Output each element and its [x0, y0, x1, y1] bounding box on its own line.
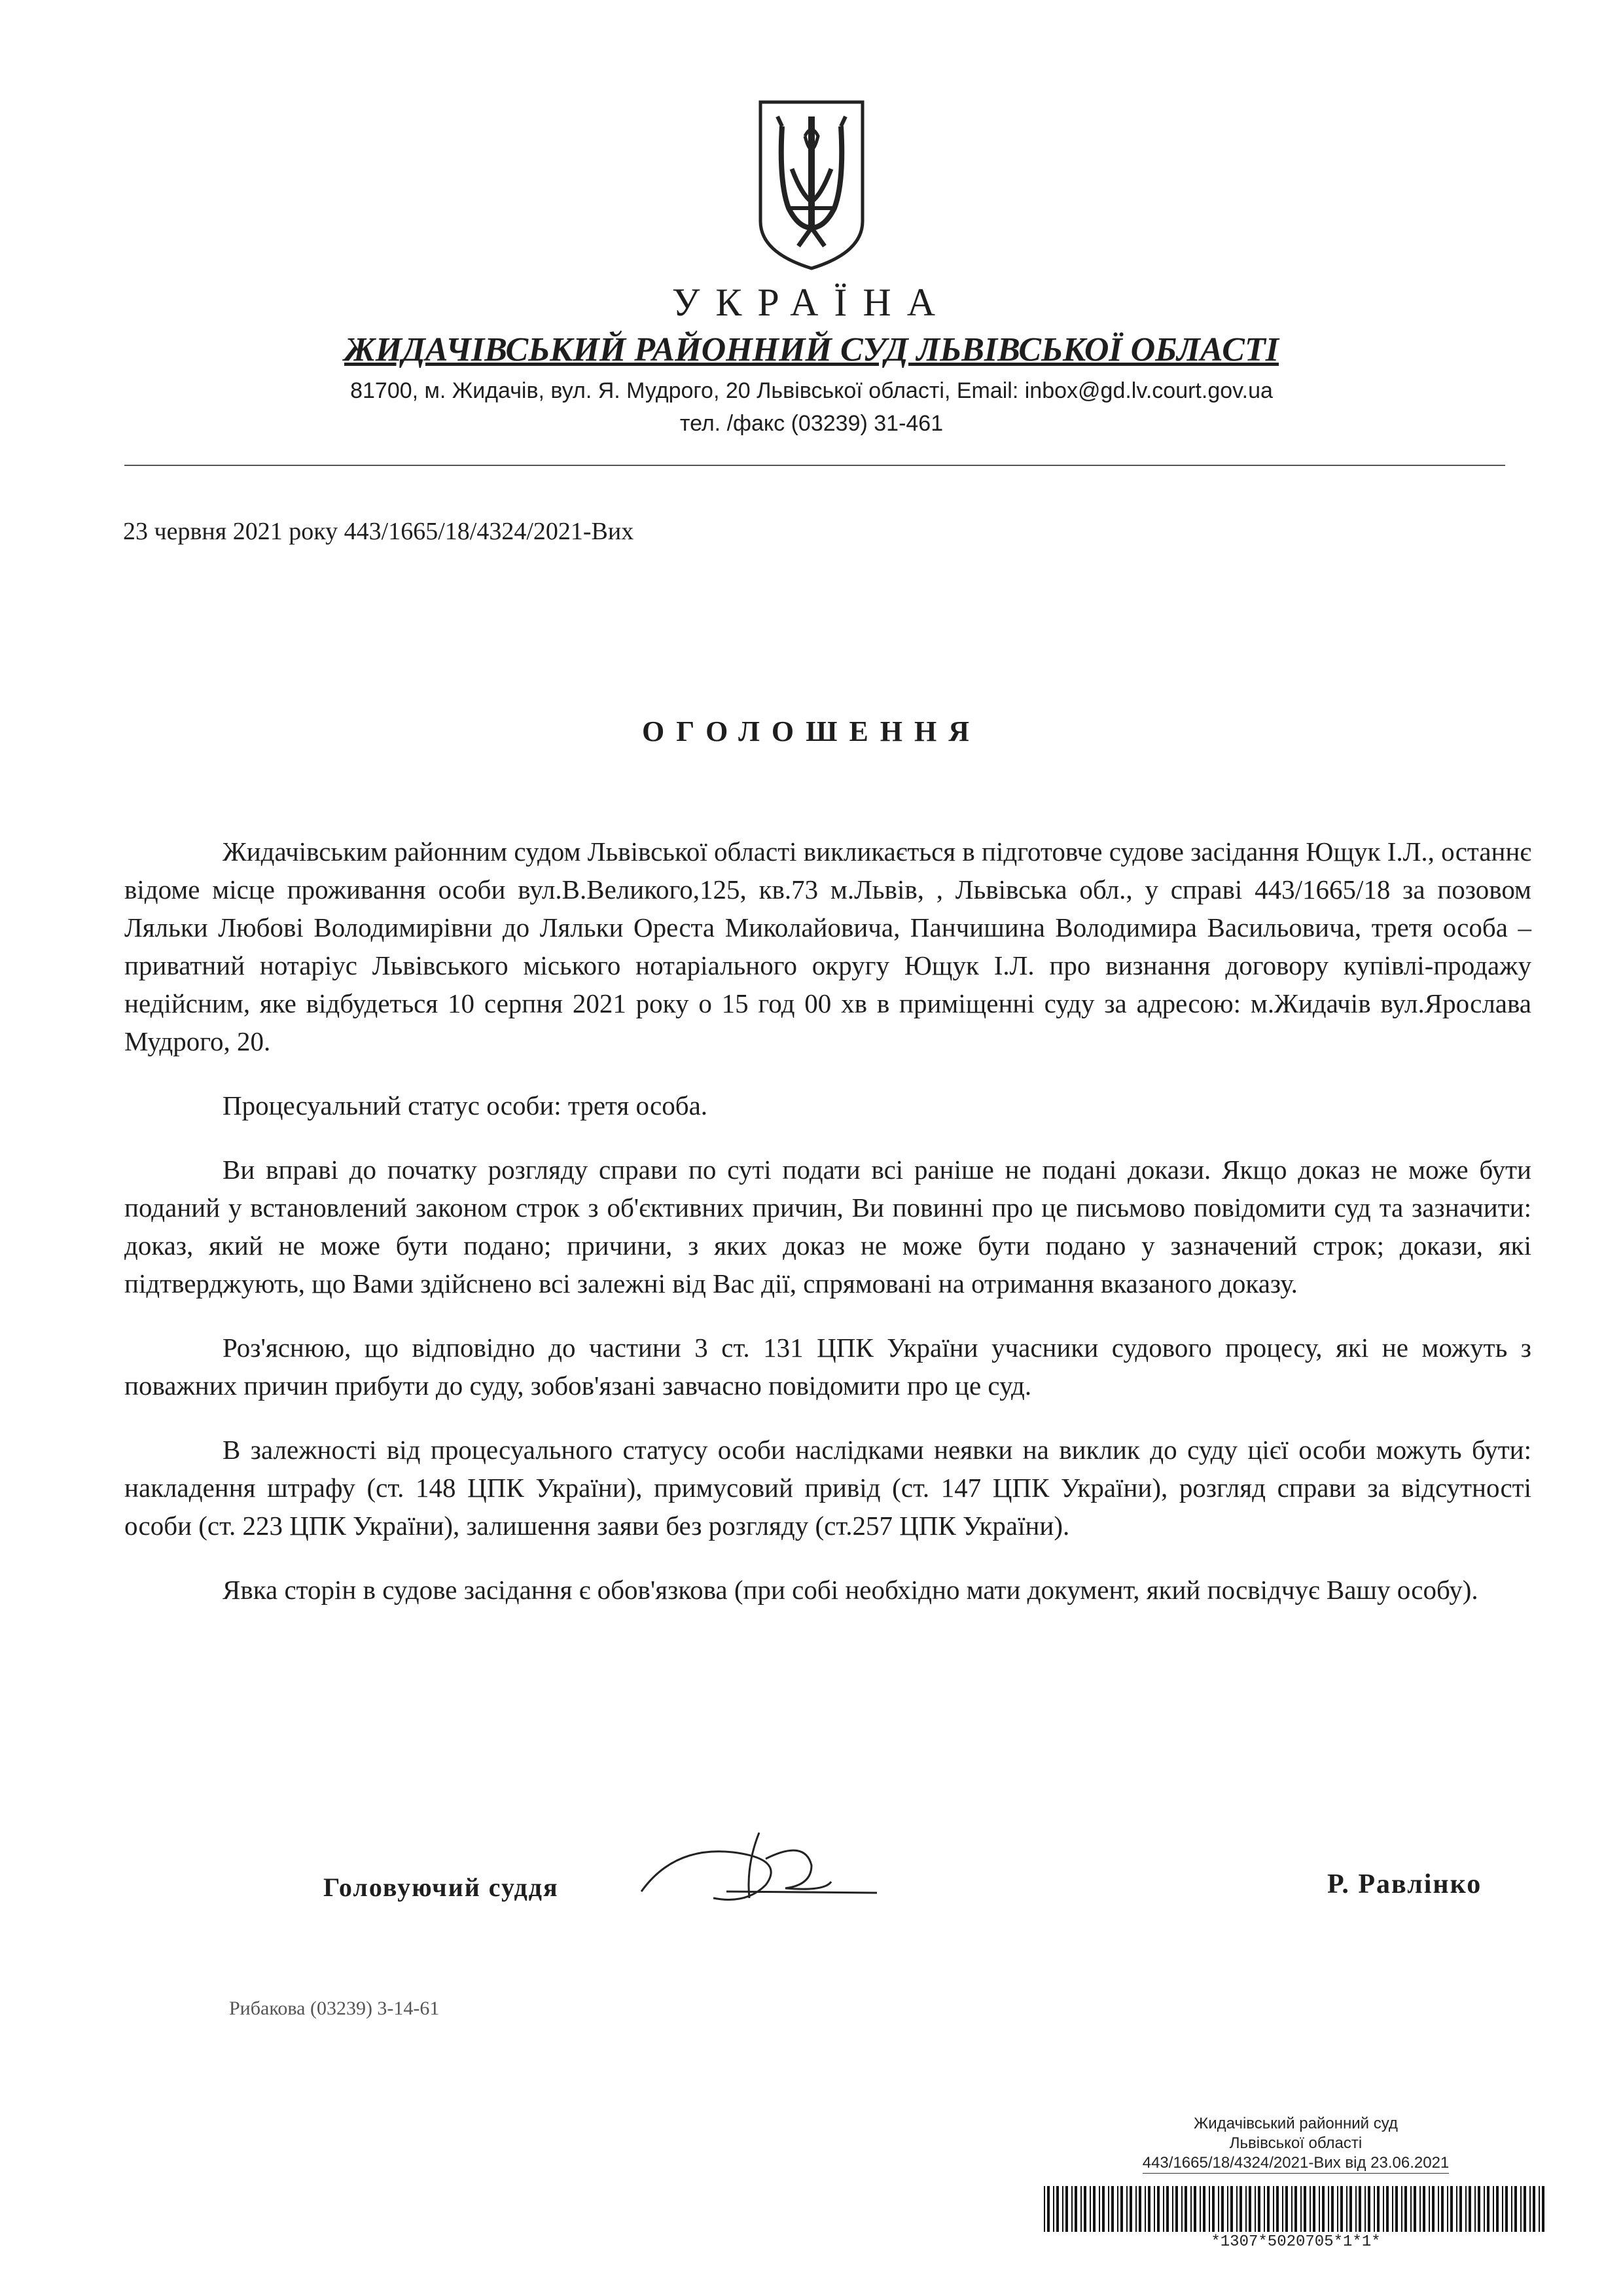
stamp-line: Львівської області — [1229, 2134, 1363, 2152]
paragraph: Ви вправі до початку розгляду справи по суті подати всі раніше не подані докази. Якщо доказ не може бути поданий у встановлений законом строк з об'єктивних причин, Ви повинні про це письмово повідомити суд та зазначити: доказ, який не може бути подано; причини, з яких доказ не може бути подано у зазначений строк; докази, які підтверджують, що Вами здійснено всі залежні від Вас дії, спрямовані на отримання вказаного доказу. — [124, 1155, 1531, 1299]
registration-stamp — [1041, 2114, 1551, 2174]
court-address: 81700, м. Жидачів, вул. Я. Мудрого, 20 Львівської області, Email: inbox@gd.lv.court.gov.ua — [350, 378, 1273, 403]
barcode — [1044, 2186, 1548, 2232]
date-and-reference: 23 червня 2021 року 443/1665/18/4324/2021-Вих — [123, 518, 634, 545]
stamp-reference: 443/1665/18/4324/2021-Вих від 23.06.2021 — [1143, 2153, 1450, 2174]
court-name: ЖИДАЧІВСЬКИЙ РАЙОННИЙ СУД ЛЬВІВСЬКОЇ ОБЛАСТІ — [344, 331, 1279, 368]
judge-name: Р. Равлінко — [1327, 1869, 1482, 1899]
paragraph: Процесуальний статус особи: третя особа. — [223, 1090, 708, 1121]
paragraph: Явка сторін в судове засідання є обов'язкова (при собі необхідно мати документ, який посвідчує Вашу особу). — [223, 1575, 1478, 1605]
document-body — [124, 833, 1531, 1635]
barcode-text: *1307*5020705*1*1* — [1211, 2233, 1381, 2251]
court-phone: тел. /факс (03239) 31-461 — [679, 411, 944, 436]
trident-coat-of-arms-icon — [753, 97, 870, 274]
header-divider — [124, 465, 1505, 466]
signature-label: Головуючий суддя — [323, 1873, 559, 1902]
stamp-line: Жидачівський районний суд — [1194, 2115, 1398, 2132]
document-title: ОГОЛОШЕННЯ — [641, 715, 982, 747]
paragraph: В залежності від процесуального статусу особи наслідками неявки на виклик до суду цієї особи можуть бути: накладення штрафу (ст. 148 ЦПК України), примусовий привід (ст. 147 ЦПК України), розгляд справи за відсутності особи (ст. 223 ЦПК України), залишення заяви без розгляду (ст.257 ЦПК України). — [124, 1435, 1531, 1541]
handwritten-signature — [635, 1820, 883, 1911]
paragraph: Жидачівським районним судом Львівської області викликається в підготовче судове засідання Ющук І.Л., останнє відоме місце проживання особи вул.В.Великого,125, кв.73 м.Львів, , Львівська обл., у справі 443/1665/18 за позовом Ляльки Любові Володимирівни до Ляльки Ореста Миколайовича, Панчишина Володимира Васильовича, третя особа – приватний нотаріус Львівського міського нотаріального округу Ющук І.Л. про визнання договору купівлі-продажу недійсним, яке відбудеться 10 серпня 2021 року о 15 год 00 хв в приміщенні суду за адресою: м.Жидачів вул.Ярослава Мудрого, 20. — [124, 836, 1531, 1056]
executor-contact: Рибакова (03239) 3-14-61 — [229, 1998, 440, 2019]
country-heading: УКРАЇНА — [671, 281, 952, 324]
paragraph: Роз'яснюю, що відповідно до частини 3 ст. 131 ЦПК України учасники судового процесу, які не можуть з поважних причин прибути до суду, зобов'язані завчасно повідомити про це суд. — [124, 1333, 1531, 1401]
